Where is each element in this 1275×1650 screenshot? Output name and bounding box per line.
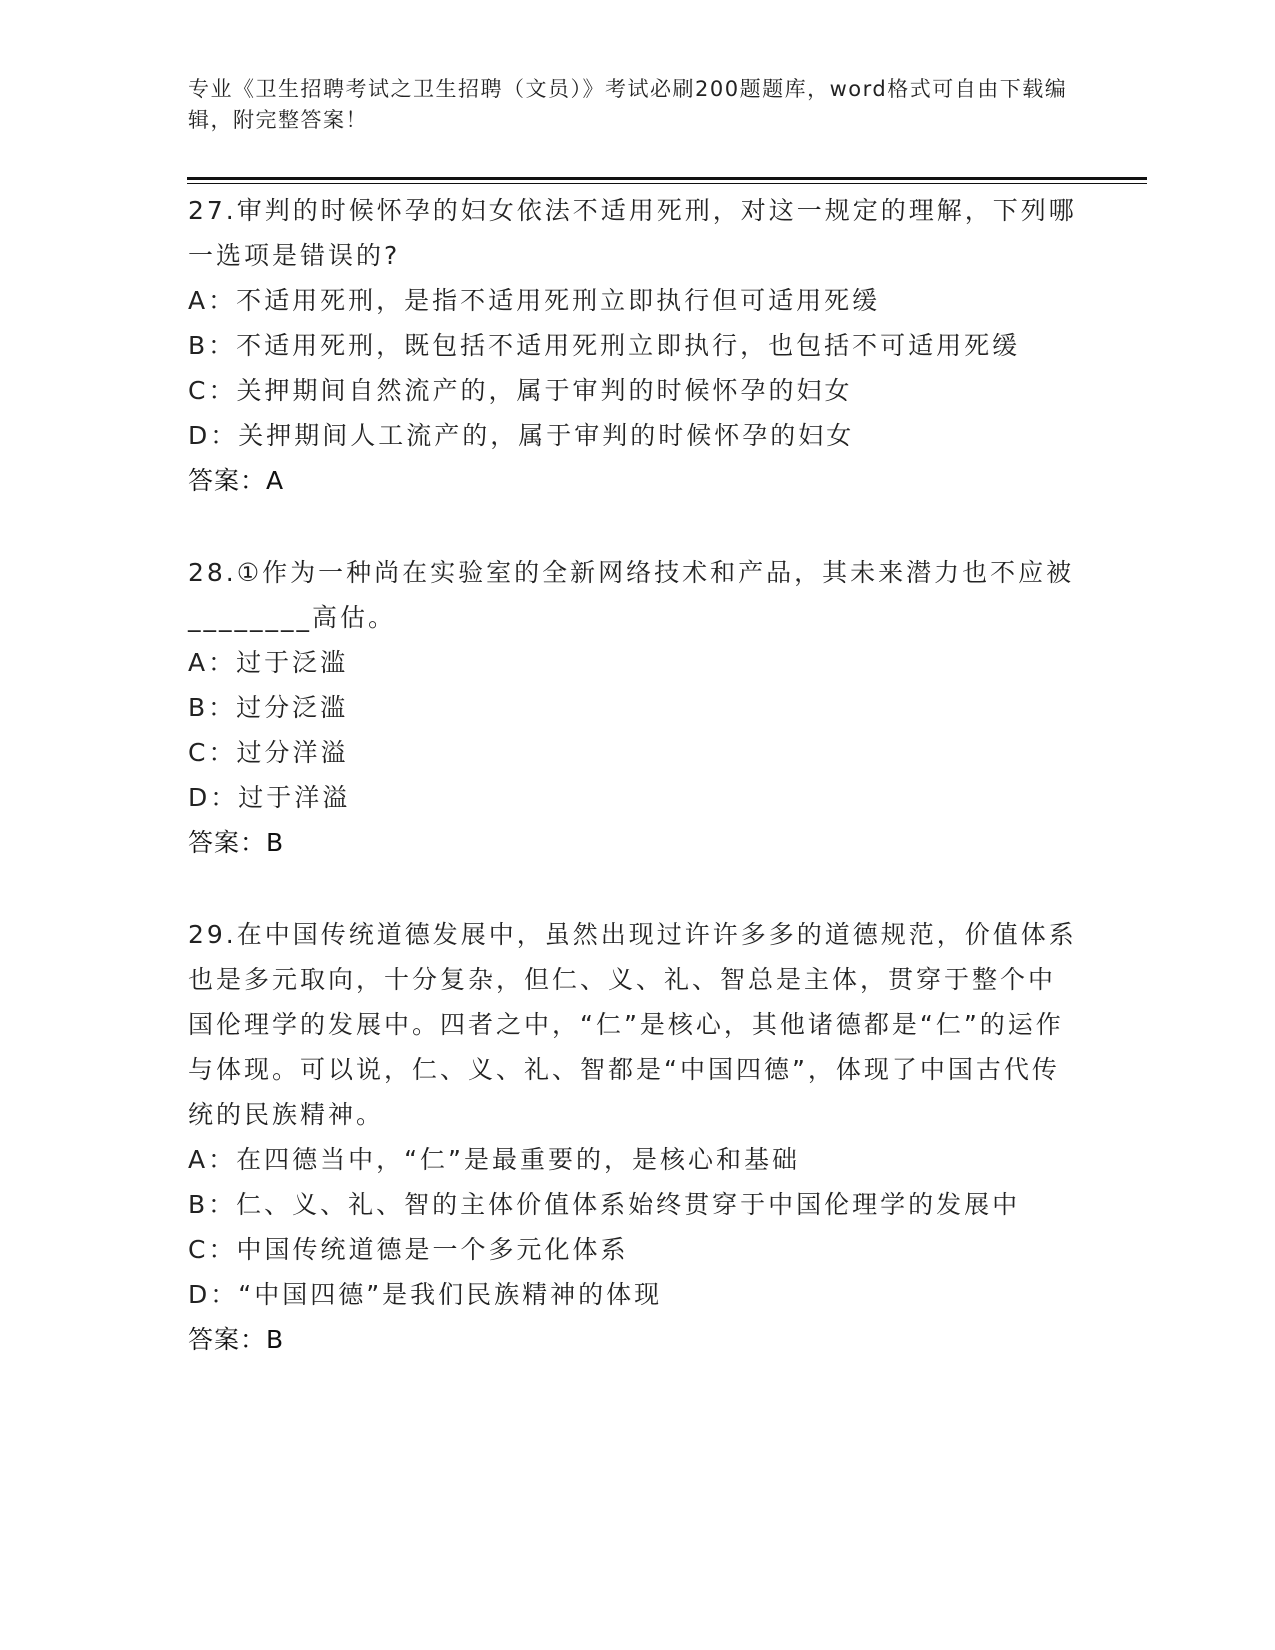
option-c: C：过分洋溢 <box>188 738 349 767</box>
answer-line: 答案：B <box>188 1325 285 1354</box>
option-a: A：过于泛滥 <box>188 648 349 677</box>
option-b: B：仁、义、礼、智的主体价值体系始终贯穿于中国伦理学的发展中 <box>188 1190 1021 1219</box>
question-29 <box>188 912 1078 1362</box>
option-c: C：中国传统道德是一个多元化体系 <box>188 1235 629 1264</box>
question-list <box>188 188 1078 1409</box>
answer-line: 答案：A <box>188 466 285 495</box>
option-b: B：过分泛滥 <box>188 693 349 722</box>
header-divider-thin <box>187 183 1147 184</box>
option-a: A：不适用死刑，是指不适用死刑立即执行但可适用死缓 <box>188 286 881 315</box>
header-divider-thick <box>187 177 1147 180</box>
answer-line: 答案：B <box>188 828 285 857</box>
question-27 <box>188 188 1078 503</box>
question-28 <box>188 550 1078 865</box>
question-stem: 27.审判的时候怀孕的妇女依法不适用死刑，对这一规定的理解，下列哪一选项是错误的? <box>188 196 1077 270</box>
option-a: A：在四德当中，“仁”是最重要的，是核心和基础 <box>188 1145 801 1174</box>
question-stem: 28.①作为一种尚在实验室的全新网络技术和产品，其未来潜力也不应被________高估。 <box>188 558 1075 632</box>
question-stem: 29.在中国传统道德发展中，虽然出现过许许多多的道德规范，价值体系也是多元取向，十分复杂，但仁、义、礼、智总是主体，贯穿于整个中国伦理学的发展中。四者之中，“仁”是核心，其他诸德都是“仁”的运作与体现。可以说，仁、义、礼、智都是“中国四德”，体现了中国古代传统的民族精神。 <box>188 920 1077 1129</box>
option-b: B：不适用死刑，既包括不适用死刑立即执行，也包括不可适用死缓 <box>188 331 1021 360</box>
page-header: 专业《卫生招聘考试之卫生招聘（文员）》考试必刷200题题库，word格式可自由下载编辑，附完整答案！ <box>188 77 1068 132</box>
option-d: D：过于洋溢 <box>188 783 351 812</box>
option-c: C：关押期间自然流产的，属于审判的时候怀孕的妇女 <box>188 376 853 405</box>
option-d: D：关押期间人工流产的，属于审判的时候怀孕的妇女 <box>188 421 855 450</box>
option-d: D：“中国四德”是我们民族精神的体现 <box>188 1280 663 1309</box>
